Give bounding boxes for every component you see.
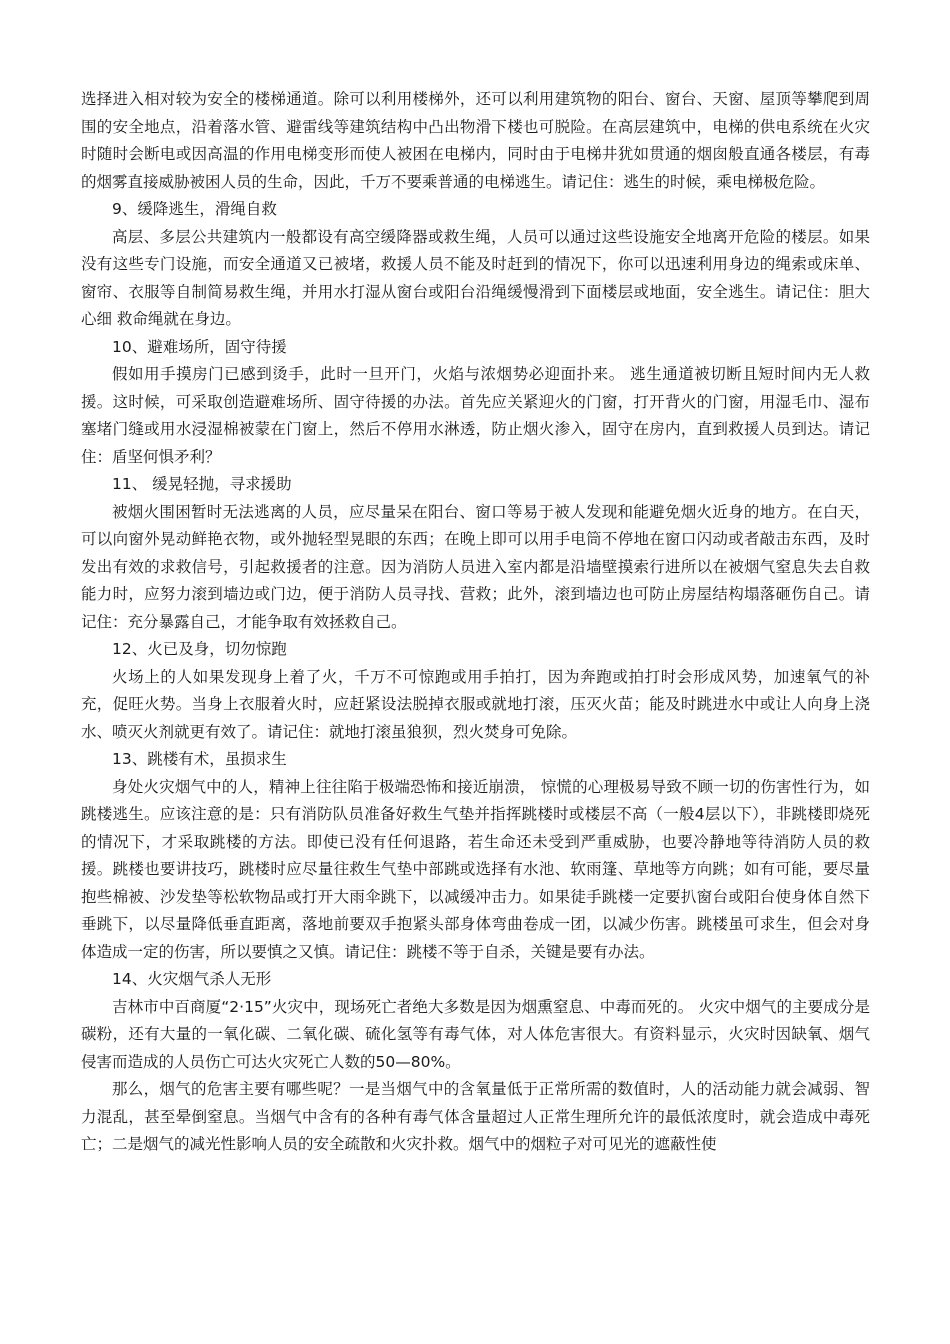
section-heading-10: 10、避难场所，固守待援 [112,337,287,356]
section-heading-13: 13、跳楼有术，虽损求生 [112,750,287,768]
section-heading-12: 12、火已及身，切勿惊跑 [112,640,287,658]
paragraph-10: 假如用手摸房门已感到烫手，此时一旦开门，火焰与浓烟势必迎面扑来。 逃生通道被切断且短时间内无人救援。这时候，可采取创造避难场所、固守待援的办法。首先应关紧迎火的门窗，打开背火的门窗，用湿毛巾、湿布塞堵门缝或用水浸湿棉被蒙在门窗上，然后不停用水淋透，防止烟火渗入，固守在房内，直到救援人员到达。请记住：盾坚何惧矛利？ [81,365,870,466]
section-heading-11: 11、 缓晃轻抛，寻求援助 [112,475,292,493]
section-heading-9: 9、缓降逃生，滑绳自救 [112,200,277,218]
paragraph-14a: 吉林市中百商厦“2·15”火灾中，现场死亡者绝大多数是因为烟熏窒息、中毒而死的。 火灾中烟气的主要成分是碳粉，还有大量的一氧化碳、二氧化碳、硫化氢等有毒气体，对人体危害很大。有资料显示，火灾时因缺氧、烟气侵害而造成的人员伤亡可达火灾死亡人数的50—80%。 [81,997,870,1071]
section-heading-14: 14、火灾烟气杀人无形 [112,970,272,988]
paragraph-9: 高层、多层公共建筑内一般都设有高空缓降器或救生绳，人员可以通过这些设施安全地离开危险的楼层。如果没有这些专门设施，而安全通道又已被堵，救援人员不能及时赶到的情况下，你可以迅速利用身边的绳索或床单、窗帘、衣服等自制简易救生绳，并用水打湿从窗台或阳台沿绳缓慢滑到下面楼层或地面，安全逃生。请记住：胆大心细 救命绳就在身边。 [81,227,870,328]
paragraph-14b: 那么，烟气的危害主要有哪些呢？一是当烟气中的含氧量低于正常所需的数值时，人的活动能力就会减弱、智力混乱，甚至晕倒窒息。当烟气中含有的各种有毒气体含量超过人正常生理所允许的最低浓度时，就会造成中毒死亡；二是烟气的减光性影响人员的安全疏散和火灾扑救。烟气中的烟粒子对可见光的遮蔽性使 [81,1080,870,1153]
paragraph-continued: 选择进入相对较为安全的楼梯通道。除可以利用楼梯外，还可以利用建筑物的阳台、窗台、天窗、屋顶等攀爬到周围的安全地点，沿着落水管、避雷线等建筑结构中凸出物滑下楼也可脱险。在高层建筑中，电梯的供电系统在火灾时随时会断电或因高温的作用电梯变形而使人被困在电梯内，同时由于电梯井犹如贯通的烟囱般直通各楼层，有毒的烟雾直接威胁被困人员的生命，因此，千万不要乘普通的电梯逃生。请记住：逃生的时候，乘电梯极危险。 [81,90,870,191]
paragraph-13: 身处火灾烟气中的人，精神上往往陷于极端恐怖和接近崩溃， 惊慌的心理极易导致不顾一切的伤害性行为，如跳楼逃生。应该注意的是：只有消防队员准备好救生气垫并指挥跳楼时或楼层不高（一般4层以下），非跳楼即烧死的情况下，才采取跳楼的方法。即使已没有任何退路，若生命还未受到严重威胁，也要冷静地等待消防人员的救援。跳楼也要讲技巧，跳楼时应尽量往救生气垫中部跳或选择有水池、软雨篷、草地等方向跳；如有可能，要尽量抱些棉被、沙发垫等松软物品或打开大雨伞跳下，以减缓冲击力。如果徒手跳楼一定要扒窗台或阳台使身体自然下垂跳下，以尽量降低垂直距离，落地前要双手抱紧头部身体弯曲卷成一团，以减少伤害。跳楼虽可求生，但会对身体造成一定的伤害，所以要慎之又慎。请记住：跳楼不等于自杀，关键是要有办法。 [81,777,870,961]
paragraph-11: 被烟火围困暂时无法逃离的人员，应尽量呆在阳台、窗口等易于被人发现和能避免烟火近身的地方。在白天，可以向窗外晃动鲜艳衣物，或外抛轻型晃眼的东西；在晚上即可以用手电筒不停地在窗口闪动或者敲击东西，及时发出有效的求救信号，引起救援者的注意。因为消防人员进入室内都是沿墙壁摸索行进所以在被烟气窒息失去自救能力时，应努力滚到墙边或门边，便于消防人员寻找、营救；此外，滚到墙边也可防止房屋结构塌落砸伤自己。请记住：充分暴露自己，才能争取有效拯救自己。 [81,502,870,631]
paragraph-12: 火场上的人如果发现身上着了火，千万不可惊跑或用手拍打，因为奔跑或拍打时会形成风势，加速氧气的补充，促旺火势。当身上衣服着火时，应赶紧设法脱掉衣服或就地打滚，压灭火苗；能及时跳进水中或让人向身上浇水、喷灭火剂就更有效了。请记住：就地打滚虽狼狈，烈火焚身可免除。 [81,667,870,741]
